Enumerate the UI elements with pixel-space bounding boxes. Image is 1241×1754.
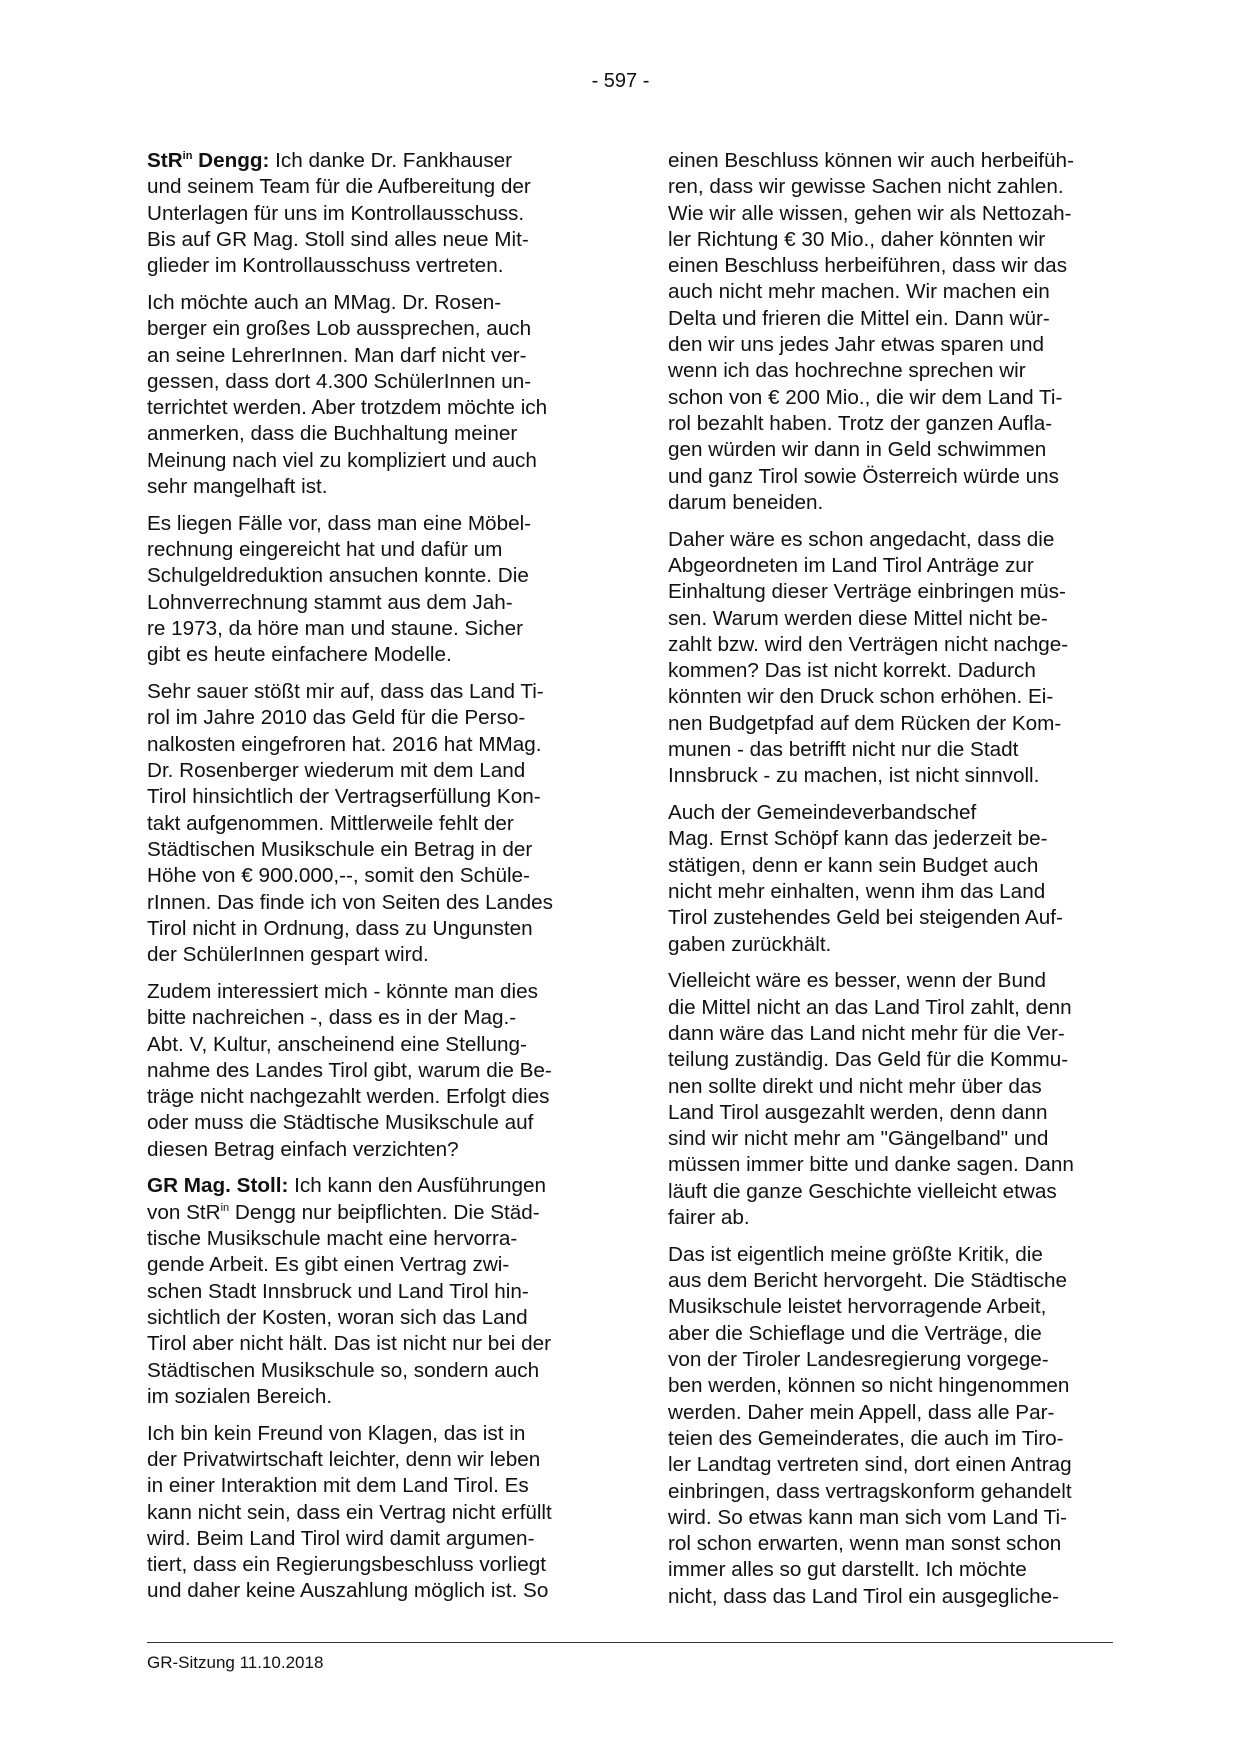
- text-line: werden. Daher mein Appell, dass alle Par-: [668, 1400, 1055, 1424]
- text-line: Tirol nicht in Ordnung, dass zu Ungunsten: [147, 916, 533, 940]
- text-line: Tirol zustehendes Geld bei steigenden Auf-: [668, 906, 1063, 930]
- paragraph: [147, 1173, 597, 1410]
- text-line: den wir uns jedes Jahr etwas sparen und: [668, 333, 1045, 357]
- text-line: läuft die ganze Geschichte vielleicht etwas: [668, 1179, 1057, 1203]
- text-line: re 1973, da höre man und staune. Sicher: [147, 617, 524, 641]
- speaker-name: GR Mag. Stoll:: [147, 1174, 289, 1198]
- text-line: Tirol aber nicht hält. Das ist nicht nur bei der: [147, 1332, 551, 1356]
- text-line: rechnung eingereicht hat und dafür um: [147, 538, 503, 562]
- text-line: Daher wäre es schon angedacht, dass die: [668, 527, 1055, 551]
- text-line: Es liegen Fälle vor, dass man eine Möbel-: [147, 511, 532, 535]
- text-line: Mag. Ernst Schöpf kann das jederzeit be-: [668, 827, 1048, 851]
- text-line: bitte nachreichen -, dass es in der Mag.-: [147, 1006, 517, 1030]
- paragraph: [668, 1242, 1118, 1610]
- text-line: und ganz Tirol sowie Österreich würde uns: [668, 464, 1059, 488]
- left-column: [147, 148, 597, 1615]
- text-line: Sehr sauer stößt mir auf, dass das Land Ti-: [147, 680, 544, 704]
- paragraph: [668, 527, 1118, 790]
- text-line: Einhaltung dieser Verträge einbringen müs-: [668, 580, 1066, 604]
- text-line: im sozialen Bereich.: [147, 1384, 333, 1408]
- text-line: StR$^{in}$ Dengg: Ich danke Dr. Fankhauser: [147, 149, 513, 172]
- text-line: nicht mehr einhalten, wenn ihm das Land: [668, 880, 1046, 904]
- text-line: ler Landtag vertreten sind, dort einen Antrag: [668, 1453, 1072, 1477]
- footer-divider: [147, 1642, 1113, 1643]
- text-line: Abgeordneten im Land Tirol Anträge zur: [668, 553, 1034, 577]
- text-line: und daher keine Auszahlung möglich ist. So: [147, 1579, 549, 1603]
- text-line: teilung zuständig. Das Geld für die Kommu-: [668, 1048, 1069, 1072]
- text-line: stätigen, denn er kann sein Budget auch: [668, 853, 1039, 877]
- text-line: munen - das betrifft nicht nur die Stadt: [668, 738, 1019, 762]
- text-line: Auch der Gemeindeverbandschef: [668, 801, 977, 825]
- speaker-name: StR$^{in}$ Dengg:: [147, 149, 270, 172]
- text-line: Das ist eigentlich meine größte Kritik, die: [668, 1242, 1043, 1266]
- text-line: der Privatwirtschaft leichter, denn wir leben: [147, 1447, 541, 1471]
- text-line: wird. Beim Land Tirol wird damit argumen-: [147, 1526, 535, 1550]
- text-line: schen Stadt Innsbruck und Land Tirol hin-: [147, 1279, 529, 1303]
- text-line: terrichtet werden. Aber trotzdem möchte ich: [147, 396, 548, 420]
- text-line: nen Budgetpfad auf dem Rücken der Kom-: [668, 711, 1062, 735]
- text-line: kommen? Das ist nicht korrekt. Dadurch: [668, 659, 1036, 683]
- text-line: der SchülerInnen gespart wird.: [147, 943, 429, 967]
- text-line: Meinung nach viel zu kompliziert und auch: [147, 448, 537, 472]
- text-line: nalkosten eingefroren hat. 2016 hat MMag.: [147, 732, 542, 756]
- text-line: Innsbruck - zu machen, ist nicht sinnvoll.: [668, 764, 1040, 788]
- text-line: teien des Gemeinderates, die auch im Tiro-: [668, 1426, 1064, 1450]
- text-line: sind wir nicht mehr am "Gängelband" und: [668, 1127, 1049, 1151]
- text-line: Musikschule leistet hervorragende Arbeit,: [668, 1295, 1047, 1319]
- page-number: - 597 -: [591, 70, 650, 92]
- text-line: takt aufgenommen. Mittlerweile fehlt der: [147, 811, 514, 835]
- text-line: Städtischen Musikschule ein Betrag in der: [147, 837, 533, 861]
- text-line: Land Tirol ausgezahlt werden, denn dann: [668, 1100, 1048, 1124]
- text-line: nen sollte direkt und nicht mehr über das: [668, 1074, 1042, 1098]
- text-line: ren, dass wir gewisse Sachen nicht zahlen.: [668, 175, 1064, 199]
- text-line: darum beneiden.: [668, 490, 824, 514]
- text-line: Zudem interessiert mich - könnte man dies: [147, 979, 538, 1003]
- text-line: an seine LehrerInnen. Man darf nicht ver-: [147, 343, 527, 367]
- text-line: nahme des Landes Tirol gibt, warum die Be-: [147, 1058, 552, 1082]
- text-line: träge nicht nachgezahlt werden. Erfolgt dies: [147, 1085, 550, 1109]
- text-line: Höhe von € 900.000,--, somit den Schüle-: [147, 864, 530, 888]
- text-line: Ich bin kein Freund von Klagen, das ist in: [147, 1421, 526, 1445]
- text-line: sen. Warum werden diese Mittel nicht be-: [668, 606, 1048, 630]
- text-line: tiert, dass ein Regierungsbeschluss vorliegt: [147, 1553, 547, 1577]
- text-line: einbringen, dass vertragskonform gehandelt: [668, 1479, 1072, 1503]
- text-line: Schulgeldreduktion ansuchen konnte. Die: [147, 564, 529, 588]
- text-line: von der Tiroler Landesregierung vorgege-: [668, 1348, 1049, 1372]
- text-line: gibt es heute einfachere Modelle.: [147, 643, 452, 667]
- text-line: Vielleicht wäre es besser, wenn der Bund: [668, 969, 1046, 993]
- text-line: berger ein großes Lob aussprechen, auch: [147, 317, 532, 341]
- text-line: gen würden wir dann in Geld schwimmen: [668, 438, 1047, 462]
- text-line: in einer Interaktion mit dem Land Tirol. Es: [147, 1474, 529, 1498]
- text-line: rol im Jahre 2010 das Geld für die Perso-: [147, 706, 526, 730]
- text-line: ben werden, können so nicht hingenommen: [668, 1374, 1070, 1398]
- footer-session-date: GR-Sitzung 11.10.2018: [147, 1653, 324, 1672]
- text-line: kann nicht sein, dass ein Vertrag nicht erfüllt: [147, 1500, 552, 1524]
- text-line: Delta und frieren die Mittel ein. Dann wür-: [668, 306, 1050, 330]
- paragraph: [147, 148, 597, 279]
- text-line: GR Mag. Stoll: Ich kann den Ausführungen: [147, 1174, 547, 1198]
- paragraph: [668, 800, 1118, 958]
- text-line: glieder im Kontrollausschuss vertreten.: [147, 254, 504, 278]
- text-line: von StR$^{in}$ Dengg nur beipflichten. Die Städ-: [147, 1200, 540, 1224]
- text-line: ler Richtung € 30 Mio., daher könnten wir: [668, 227, 1046, 251]
- text-line: einen Beschluss herbeiführen, dass wir das: [668, 254, 1068, 278]
- text-line: und seinem Team für die Aufbereitung der: [147, 175, 531, 199]
- text-line: Unterlagen für uns im Kontrollausschuss.: [147, 201, 525, 225]
- text-line: sichtlich der Kosten, woran sich das Land: [147, 1305, 528, 1329]
- paragraph: [147, 679, 597, 968]
- text-line: wenn ich das hochrechne sprechen wir: [668, 359, 1026, 383]
- text-line: könnten wir den Druck schon erhöhen. Ei-: [668, 685, 1054, 709]
- paragraph: [668, 968, 1118, 1231]
- text-line: anmerken, dass die Buchhaltung meiner: [147, 422, 518, 446]
- text-line: schon von € 200 Mio., die wir dem Land Ti-: [668, 385, 1063, 409]
- text-line: zahlt bzw. wird den Verträgen nicht nachge-: [668, 632, 1069, 656]
- paragraph: [147, 1421, 597, 1605]
- text-line: rol schon erwarten, wenn man sonst schon: [668, 1532, 1062, 1556]
- text-line: gaben zurückhält.: [668, 932, 832, 956]
- text-line: aus dem Bericht hervorgeht. Die Städtische: [668, 1269, 1068, 1293]
- text-line: die Mittel nicht an das Land Tirol zahlt, denn: [668, 995, 1072, 1019]
- paragraph: [147, 979, 597, 1163]
- text-line: Abt. V, Kultur, anscheinend eine Stellung-: [147, 1032, 527, 1056]
- paragraph: [147, 511, 597, 669]
- text-line: sehr mangelhaft ist.: [147, 475, 328, 499]
- text-line: rInnen. Das finde ich von Seiten des Landes: [147, 890, 553, 914]
- text-line: Dr. Rosenberger wiederum mit dem Land: [147, 759, 526, 783]
- text-line: wird. So etwas kann man sich vom Land Ti-: [668, 1505, 1067, 1529]
- text-line: fairer ab.: [668, 1206, 750, 1230]
- text-line: Städtischen Musikschule so, sondern auch: [147, 1358, 540, 1382]
- text-line: auch nicht mehr machen. Wir machen ein: [668, 280, 1050, 304]
- text-line: Tirol hinsichtlich der Vertragserfüllung Kon-: [147, 785, 541, 809]
- text-line: gende Arbeit. Es gibt einen Vertrag zwi-: [147, 1253, 510, 1277]
- paragraph: [147, 290, 597, 500]
- text-line: nicht, dass das Land Tirol ein ausgegliche-: [668, 1584, 1060, 1608]
- text-line: gessen, dass dort 4.300 SchülerInnen un-: [147, 369, 532, 393]
- text-line: oder muss die Städtische Musikschule auf: [147, 1111, 534, 1135]
- right-column: [668, 148, 1118, 1621]
- text-line: dann wäre das Land nicht mehr für die Ver-: [668, 1022, 1065, 1045]
- text-line: einen Beschluss können wir auch herbeifüh-: [668, 149, 1074, 172]
- text-line: müssen immer bitte und danke sagen. Dann: [668, 1153, 1074, 1177]
- paragraph: [668, 148, 1118, 516]
- text-line: aber die Schieflage und die Verträge, die: [668, 1321, 1042, 1345]
- text-line: Wie wir alle wissen, gehen wir als Nettozah-: [668, 201, 1072, 225]
- text-line: rol bezahlt haben. Trotz der ganzen Aufla-: [668, 411, 1053, 435]
- text-line: Bis auf GR Mag. Stoll sind alles neue Mit-: [147, 227, 529, 251]
- text-line: diesen Betrag einfach verzichten?: [147, 1137, 459, 1161]
- text-line: tische Musikschule macht eine hervorra-: [147, 1227, 518, 1251]
- text-line: Ich möchte auch an MMag. Dr. Rosen-: [147, 290, 502, 314]
- text-line: immer alles so gut darstellt. Ich möchte: [668, 1558, 1027, 1582]
- text-line: Lohnverrechnung stammt aus dem Jah-: [147, 590, 513, 614]
